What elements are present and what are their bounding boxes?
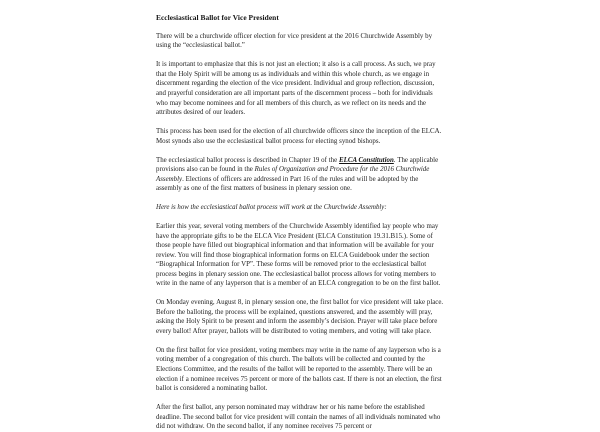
page-title: Ecclesiastical Ballot for Vice President	[156, 13, 279, 22]
constitution-reference-text-lead: The ecclesiastical ballot process is described in Chapter 19 of the	[156, 156, 340, 164]
document-body	[156, 13, 444, 432]
paragraph-second-ballot-procedure: After the first ballot, any person nominated may withdraw her or his name before the established deadline. The second ballot for vice president will contain the names of all individuals nominated who did not withdraw. On the second ballot, if any nominee receives 75 percent or	[156, 403, 441, 431]
paragraph-emphasis-call-process: It is important to emphasize that this is not just an election; it also is a call process. As such, we pray that the Holy Spirit will be among us as individuals and within this whole church, as we engage in discernment regarding the election of the vice president. Individual and group reflection, discussion, and prayerful consideration are all important parts of the discernment process – both for individuals who may become nominees and for all members of this church, as we reflect on its needs and the attributes desired of our leaders.	[156, 61, 436, 117]
rules-of-organization-title: Rules of Organization and Procedure for the 2016 Churchwide Assembly	[156, 166, 430, 183]
paragraph-first-ballot-schedule: On Monday evening, August 8, in plenary session one, the first ballot for vice president will take place. Before the balloting, the process will be explained, questions answered, and the assembly will pray, asking the Holy Spirit to be present and inform the assembly’s decision. Prayer will take place before every ballot! After prayer, ballots will be distributed to voting members, and voting will take place.	[156, 299, 444, 335]
paragraph-process-history: This process has been used for the election of all churchwide officers since the inception of the ELCA. Most synods also use the ecclesiastical ballot process for electing synod bishops.	[156, 128, 442, 145]
constitution-reference-text-mid: . The applicable provisions also can be found in the	[156, 156, 439, 174]
section-heading-how-it-works: Here is how the ecclesiastical ballot process will work at the Churchwide Assembly:	[156, 204, 387, 212]
paragraph-first-ballot-procedure: On the first ballot for vice president, voting members may write in the name of any layperson who is a voting member of a congregation of this church. The ballots will be collected and counted by the Elections Committee, and the results of the ballot will be reported to the assembly. There will be an election if a nominee receives 75 percent or more of the ballots cast. If there is not an election, the first ballot is considered a nominating ballot.	[156, 346, 442, 393]
paragraph-intro: There will be a churchwide officer election for vice president at the 2016 Churchwide Assembly by using the “ecclesiastical ballot.”	[156, 32, 433, 50]
paragraph-constitution-reference	[156, 156, 444, 194]
elca-constitution-link[interactable]: ELCA Constitution	[339, 156, 394, 164]
constitution-reference-text-tail: . Elections of officers are addressed in Part 16 of the rules and will be adopted by the assembly as one of the first matters of business in plenary session one.	[156, 175, 419, 193]
paragraph-biographical-information: Earlier this year, several voting members of the Churchwide Assembly identified lay people who may have the appropriate gifts to be the ELCA Vice President (ELCA Constitution 19.31.B15.). Some of those people have filled out biographical information and that information will be available for your review. You will find those biographical information forms on ELCA Guidebook under the section “Biographical Information for VP”. These forms will be removed prior to the ecclesiastical ballot process begins in plenary session one. The ecclesiastical ballot process allows for voting members to write in the name of any layperson that is a member of an ELCA congregation to be on the first ballot.	[156, 223, 441, 288]
